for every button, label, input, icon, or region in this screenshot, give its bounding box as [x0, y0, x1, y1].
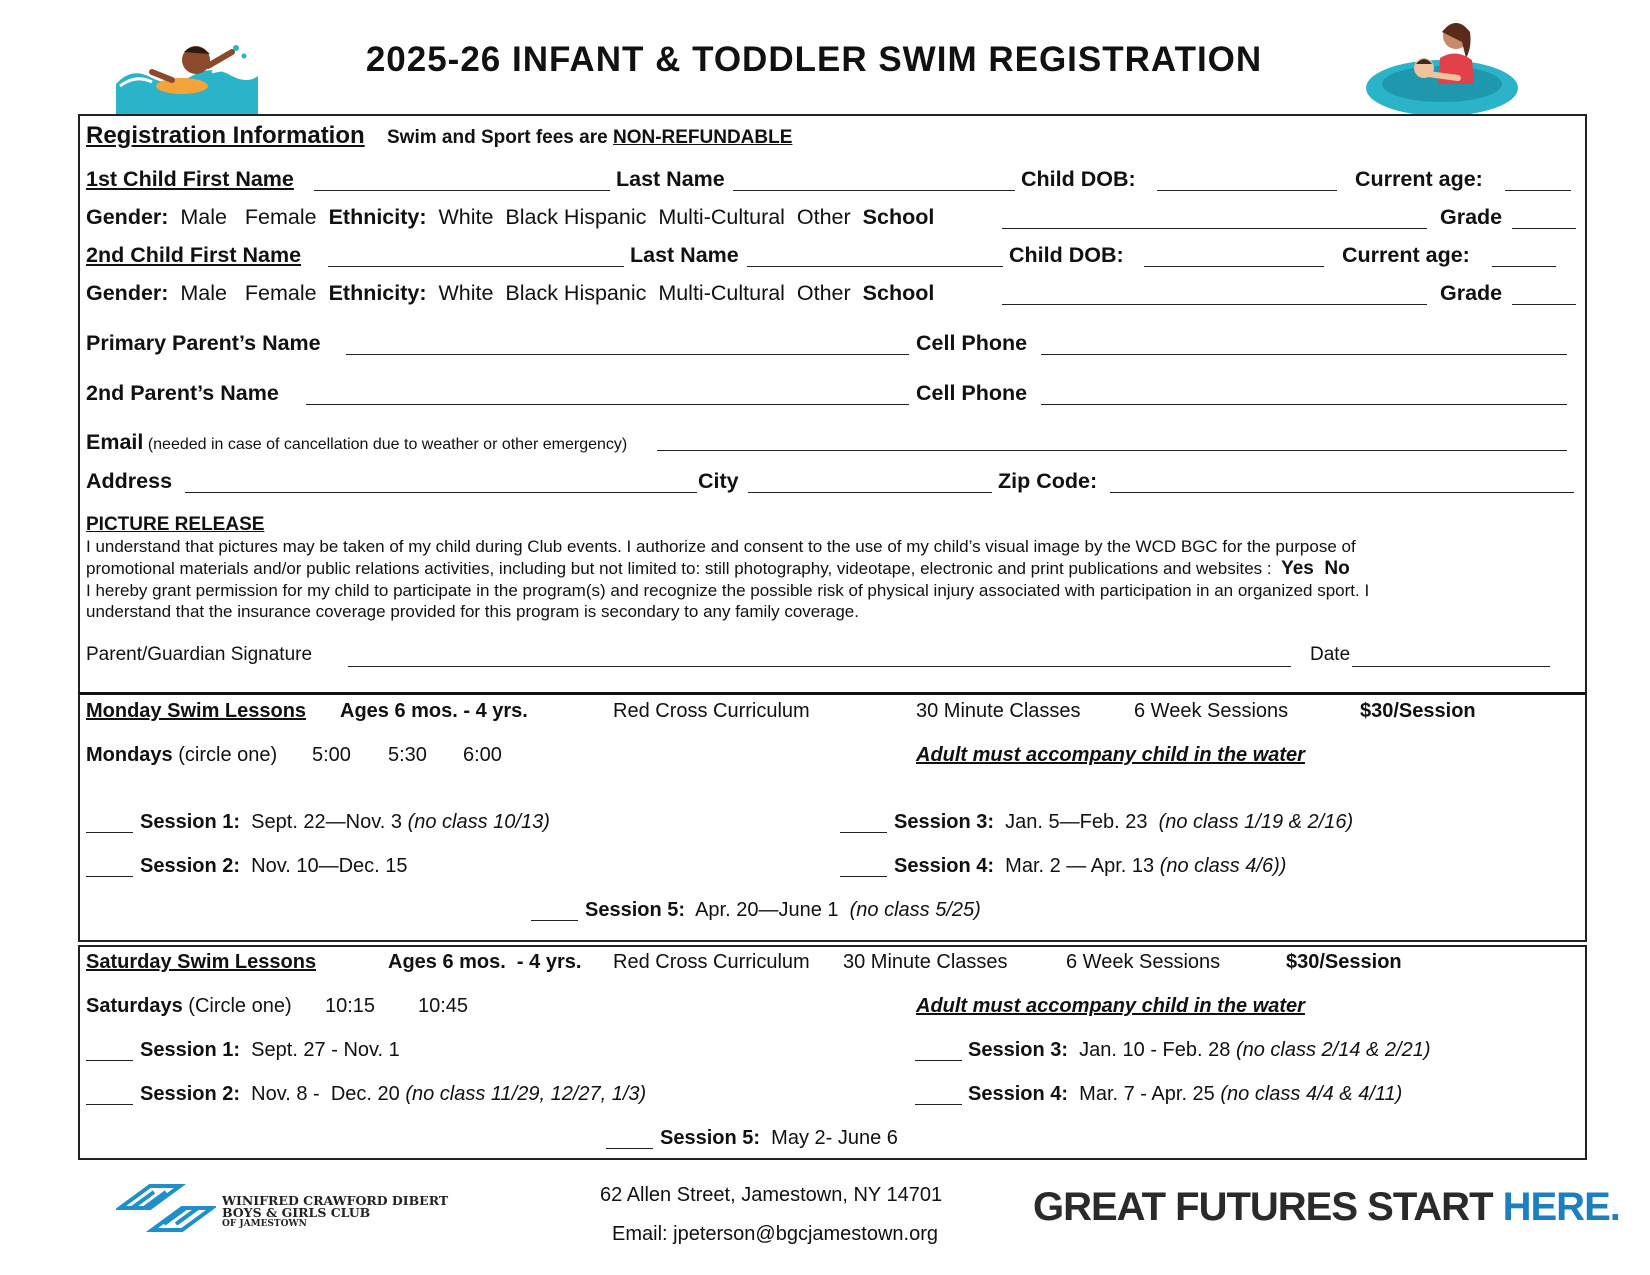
primary-parent-cell-label: Cell Phone	[916, 331, 1028, 355]
zip-field[interactable]	[1110, 492, 1574, 493]
footer-email[interactable]: Email: jpeterson@bgcjamestown.org	[612, 1223, 939, 1245]
address-label: Address	[86, 469, 173, 493]
date-label: Date	[1310, 644, 1351, 665]
child2-grade-field[interactable]	[1512, 304, 1576, 305]
page-title: 2025-26 INFANT & TODDLER SWIM REGISTRATION	[365, 40, 1263, 79]
email-field[interactable]	[657, 450, 1567, 451]
child2-dob-field[interactable]	[1144, 266, 1324, 267]
saturday-session-4-checkline[interactable]	[915, 1104, 962, 1105]
child2-first-name-label: 2nd Child First Name	[86, 243, 302, 267]
saturday-session-3: Session 3: Jan. 10 - Feb. 28 (no class 2/14 & 2/21)	[968, 1039, 1431, 1061]
slogan: GREAT FUTURES START HERE.	[1033, 1185, 1620, 1229]
release-line-4: understand that the insurance coverage provided for this program is secondary to any family coverage.	[86, 602, 859, 621]
second-parent-field[interactable]	[306, 404, 909, 405]
release-line-1: I understand that pictures may be taken of my child during Club events. I authorize and consent to the use of my child’s visual image by the WCD BGC for the purpose of	[86, 537, 1356, 556]
saturday-heading: Saturday Swim Lessons	[86, 951, 317, 973]
child1-grade-field[interactable]	[1512, 228, 1576, 229]
city-label: City	[698, 469, 739, 493]
fee-notice: Swim and Sport fees are NON-REFUNDABLE	[387, 127, 793, 148]
monday-session-length: 6 Week Sessions	[1134, 700, 1289, 722]
primary-parent-cell-field[interactable]	[1041, 354, 1567, 355]
saturday-adult-note: Adult must accompany child in the water	[916, 995, 1305, 1017]
saturday-session-4: Session 4: Mar. 7 - Apr. 25 (no class 4/4 & 4/11)	[968, 1083, 1403, 1105]
child2-gender-row: Gender: Male Female Ethnicity: White Black Hispanic Multi-Cultural Other School	[86, 281, 935, 305]
saturday-time-option[interactable]: 10:45	[418, 995, 469, 1017]
child1-school-field[interactable]	[1002, 228, 1427, 229]
monday-time-option[interactable]: 5:00	[312, 744, 351, 766]
address-field[interactable]	[185, 492, 697, 493]
child2-school-field[interactable]	[1002, 304, 1427, 305]
release-line-2: promotional materials and/or public relations activities, including but not limited to: still photography, videotape, electronic and print publications and websites : Yes No	[86, 558, 1350, 579]
monday-session-2: Session 2: Nov. 10—Dec. 15	[140, 855, 408, 877]
email-label-group: Email (needed in case of cancellation due to weather or other emergency)	[86, 430, 628, 454]
child1-last-name-label: Last Name	[616, 167, 725, 191]
signature-field[interactable]	[348, 666, 1291, 667]
monday-time-option[interactable]: 5:30	[388, 744, 427, 766]
monday-session-1: Session 1: Sept. 22—Nov. 3 (no class 10/13)	[140, 811, 550, 833]
monday-session-5: Session 5: Apr. 20—June 1 (no class 5/25)	[585, 899, 981, 921]
saturday-session-2: Session 2: Nov. 8 - Dec. 20 (no class 11/29, 12/27, 1/3)	[140, 1083, 647, 1105]
child1-dob-label: Child DOB:	[1021, 167, 1136, 191]
monday-session-4: Session 4: Mar. 2 — Apr. 13 (no class 4/6))	[894, 855, 1287, 877]
saturday-class-length: 30 Minute Classes	[843, 951, 1008, 973]
monday-time-option[interactable]: 6:00	[463, 744, 502, 766]
saturday-session-2-checkline[interactable]	[86, 1104, 133, 1105]
monday-curriculum: Red Cross Curriculum	[613, 700, 810, 722]
primary-parent-label: Primary Parent’s Name	[86, 331, 321, 355]
release-line-3: I hereby grant permission for my child to participate in the program(s) and recognize the possible risk of physical injury associated with participation in an organized sport. I	[86, 581, 1370, 600]
saturday-session-5-checkline[interactable]	[606, 1148, 653, 1149]
boys-girls-club-logo-icon	[116, 1182, 216, 1234]
saturday-ages: Ages 6 mos. - 4 yrs.	[388, 951, 582, 973]
monday-session-5-checkline[interactable]	[531, 920, 578, 921]
child2-first-name-field[interactable]	[328, 266, 624, 267]
monday-days-row: Mondays (circle one)	[86, 744, 278, 766]
footer-address: 62 Allen Street, Jamestown, NY 14701	[600, 1184, 943, 1206]
zip-label: Zip Code:	[998, 469, 1098, 493]
second-parent-cell-label: Cell Phone	[916, 381, 1028, 405]
primary-parent-field[interactable]	[346, 354, 909, 355]
child1-age-field[interactable]	[1505, 190, 1571, 191]
saturday-days-row: Saturdays (Circle one)	[86, 995, 292, 1017]
saturday-time-option[interactable]: 10:15	[325, 995, 376, 1017]
saturday-session-1: Session 1: Sept. 27 - Nov. 1	[140, 1039, 400, 1061]
monday-session-2-checkline[interactable]	[86, 876, 133, 877]
monday-session-3-checkline[interactable]	[840, 832, 887, 833]
second-parent-cell-field[interactable]	[1041, 404, 1567, 405]
saturday-session-5: Session 5: May 2- June 6	[660, 1127, 898, 1149]
org-name: WINIFRED CRAWFORD DIBERT BOYS & GIRLS CLUB OF JAMESTOWN	[222, 1193, 449, 1229]
child1-grade-label: Grade	[1440, 205, 1503, 229]
saturday-session-3-checkline[interactable]	[915, 1060, 962, 1061]
child2-last-name-label: Last Name	[630, 243, 739, 267]
saturday-curriculum: Red Cross Curriculum	[613, 951, 810, 973]
child2-age-label: Current age:	[1342, 243, 1470, 267]
child1-gender-row: Gender: Male Female Ethnicity: White Black Hispanic Multi-Cultural Other School	[86, 205, 935, 229]
monday-session-4-checkline[interactable]	[840, 876, 887, 877]
city-field[interactable]	[748, 492, 992, 493]
child1-first-name-field[interactable]	[314, 190, 610, 191]
child2-dob-label: Child DOB:	[1009, 243, 1124, 267]
child2-age-field[interactable]	[1492, 266, 1556, 267]
monday-ages: Ages 6 mos. - 4 yrs.	[340, 700, 528, 722]
date-field[interactable]	[1352, 666, 1550, 667]
child1-last-name-field[interactable]	[733, 190, 1015, 191]
child1-dob-field[interactable]	[1157, 190, 1337, 191]
monday-heading: Monday Swim Lessons	[86, 700, 307, 722]
monday-class-length: 30 Minute Classes	[916, 700, 1081, 722]
child1-age-label: Current age:	[1355, 167, 1483, 191]
second-parent-label: 2nd Parent’s Name	[86, 381, 279, 405]
picture-release-heading: PICTURE RELEASE	[86, 514, 265, 535]
monday-adult-note: Adult must accompany child in the water	[916, 744, 1305, 766]
signature-label: Parent/Guardian Signature	[86, 644, 313, 665]
monday-session-1-checkline[interactable]	[86, 832, 133, 833]
monday-price: $30/Session	[1360, 700, 1476, 722]
registration-heading: Registration Information	[86, 122, 365, 149]
release-yes-no[interactable]: Yes No	[1281, 558, 1350, 579]
saturday-session-1-checkline[interactable]	[86, 1060, 133, 1061]
child2-last-name-field[interactable]	[747, 266, 1003, 267]
child1-first-name-label: 1st Child First Name	[86, 167, 294, 191]
saturday-session-length: 6 Week Sessions	[1066, 951, 1221, 973]
saturday-price: $30/Session	[1286, 951, 1402, 973]
child2-grade-label: Grade	[1440, 281, 1503, 305]
monday-session-3: Session 3: Jan. 5—Feb. 23 (no class 1/19 & 2/16)	[894, 811, 1354, 833]
